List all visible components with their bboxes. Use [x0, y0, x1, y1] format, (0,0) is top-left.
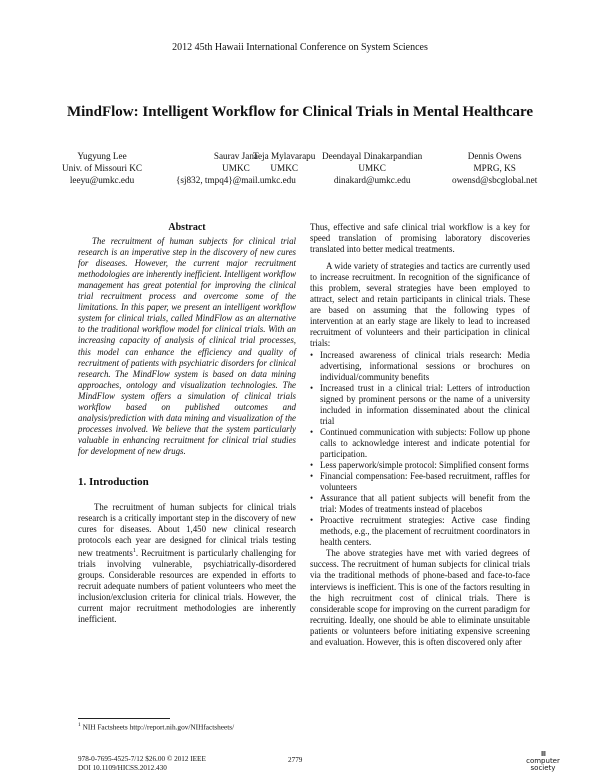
paragraph: A wide variety of strategies and tactics are currently used to increase recruitment. In recognition of the significance of this problem, several strategies have been employed to attract, select and retain participants in clinical trials. These are based on assuming that the following types of intervention at an early stage are likely to lead to increased recruitment of volunteers and their participation in clinical trials: — [310, 261, 530, 349]
footnote-text: NIH Factsheets http://report.nih.gov/NIHfactsheets/ — [82, 722, 235, 732]
author-name: Teja Mylavarapu — [253, 151, 316, 161]
author-block — [253, 150, 315, 174]
introduction-text-part: . Recruitment is particularly challenging for trials involving vulnerable, psychiatrically-disordered groups. Considerable resources are expended in efforts to recruit adequate numbers of patient volunteers who meet the inclusion/exclusion criteria for clinical trials. However, the current major recruitment methodologies are inherently inefficient. — [78, 548, 296, 625]
author-name: Dennis Owens — [467, 151, 522, 161]
list-item: • Assurance that all patient subjects will benefit from the trial: Modes of treatments instead of placebos — [310, 493, 530, 515]
abstract-text: The recruitment of human subjects for clinical trial research is an imperative step in the discovery of new cures for diseases. However, the current major recruitment methodologies are inherently inefficient. Intelligent workflow management has great potential for improving the clinical trial recruitment process and overcome some of the limitations. In this paper, we present an intelligent workflow system for clinical trials, called MindFlow as an alternative to the traditional workflow model for clinical trials. With an increasing capacity of analysis of clinical trial processes, this model can enhance the efficiency and quality of recruitment of patients with psychiatric disorders for clinical research. The MindFlow system is based on data mining approaches, ontology and visualization technologies. The MindFlow system offers a simulation of clinical trials workflow based on published outcomes and analysis/prediction with data mining and visualization of the processes involved. We believe that the system particularly valuable in enhancing recruitment for clinical trial studies for development of new drugs. — [78, 236, 296, 456]
section-heading: 1. Introduction — [78, 475, 149, 488]
logo-text: computer — [526, 757, 560, 765]
author-block — [322, 150, 422, 186]
author-email: {sj832, tmpq4}@mail.umkc.edu — [176, 175, 296, 185]
author-affiliation: UMKC — [270, 163, 298, 173]
list-item: • Financial compensation: Fee-based recruitment, raffles for volunteers — [310, 471, 530, 493]
left-column — [78, 222, 296, 626]
strategy-list — [310, 350, 530, 549]
footnote-ref: 1 — [132, 548, 136, 555]
logo-text: society — [530, 764, 556, 772]
author-email: dinakard@umkc.edu — [333, 175, 411, 185]
author-name: Saurav Jana — [213, 151, 258, 161]
author-name: Yugyung Lee — [77, 151, 127, 161]
footer-isbn: 978-0-7695-4525-7/12 $26.00 © 2012 IEEE — [78, 755, 206, 763]
list-item: • Continued communication with subjects: Follow up phone calls to acknowledge interest and indicate potential for participation. — [310, 427, 530, 460]
author-affiliation: UMKC — [222, 163, 250, 173]
list-item: • Less paperwork/simple protocol: Simplified consent forms — [310, 460, 530, 471]
introduction-text — [78, 502, 296, 625]
paragraph: Thus, effective and safe clinical trial workflow is a key for speed translation of promising laboratory discoveries translated into better medical treatments. — [310, 222, 530, 255]
paragraph: The above strategies have met with varied degrees of success. The recruitment of human subjects for clinical trials via the traditional methods of phone-based and face-to-face interviews is inefficient. This is one of the factors resulting in the high recruitment cost of clinical trials. There is considerable scope for improving on the current paradigm for recruiting. Ideally, one should be able to eliminate unsuitable patients or volunteers before initiating expensive screening and evaluation. However, this is often discovered only after — [310, 548, 530, 647]
author-affiliation: Univ. of Missouri KC — [62, 163, 143, 173]
author-name: Deendayal Dinakarpandian — [322, 151, 423, 161]
paper-title: MindFlow: Intelligent Workflow for Clinical Trials in Mental Healthcare — [66, 104, 534, 120]
page-number: 2779 — [288, 756, 303, 764]
footer-doi: DOI 10.1109/HICSS.2012.430 — [78, 764, 167, 772]
list-item: • Proactive recruitment strategies: Active case finding methods, e.g., the placement of recruitment coordinators in health centers. — [310, 515, 530, 548]
logo-mark-icon: IIII — [540, 750, 546, 758]
conference-header: 2012 45th Hawaii International Conference on System Sciences — [172, 42, 428, 53]
list-item: • Increased awareness of clinical trials research: Media advertising, informational sessions or brochures on individual/community benefits — [310, 350, 530, 383]
introduction-text-part: The recruitment of human subjects for clinical trials research is a critically important step in the discovery of new cures for diseases. About 1,450 new clinical research protocols each year are designed for clinical trials testing new treatments — [78, 502, 296, 559]
footnote-marker: 1 — [78, 722, 81, 728]
author-affiliation: MPRG, KS — [473, 163, 516, 173]
list-item: • Increased trust in a clinical trial: Letters of introduction signed by prominent persons or the name of a university included in information disseminated about the clinical trial — [310, 383, 530, 427]
computer-society-logo — [518, 750, 568, 772]
author-block — [452, 150, 537, 186]
abstract-heading: Abstract — [168, 222, 206, 233]
author-email: owensd@sbcglobal.net — [452, 175, 538, 185]
author-block — [62, 150, 142, 186]
author-affiliation: UMKC — [358, 163, 386, 173]
right-column — [310, 222, 530, 648]
footnote — [78, 722, 234, 731]
author-email: leeyu@umkc.edu — [69, 175, 135, 185]
footnote-divider — [78, 718, 170, 719]
